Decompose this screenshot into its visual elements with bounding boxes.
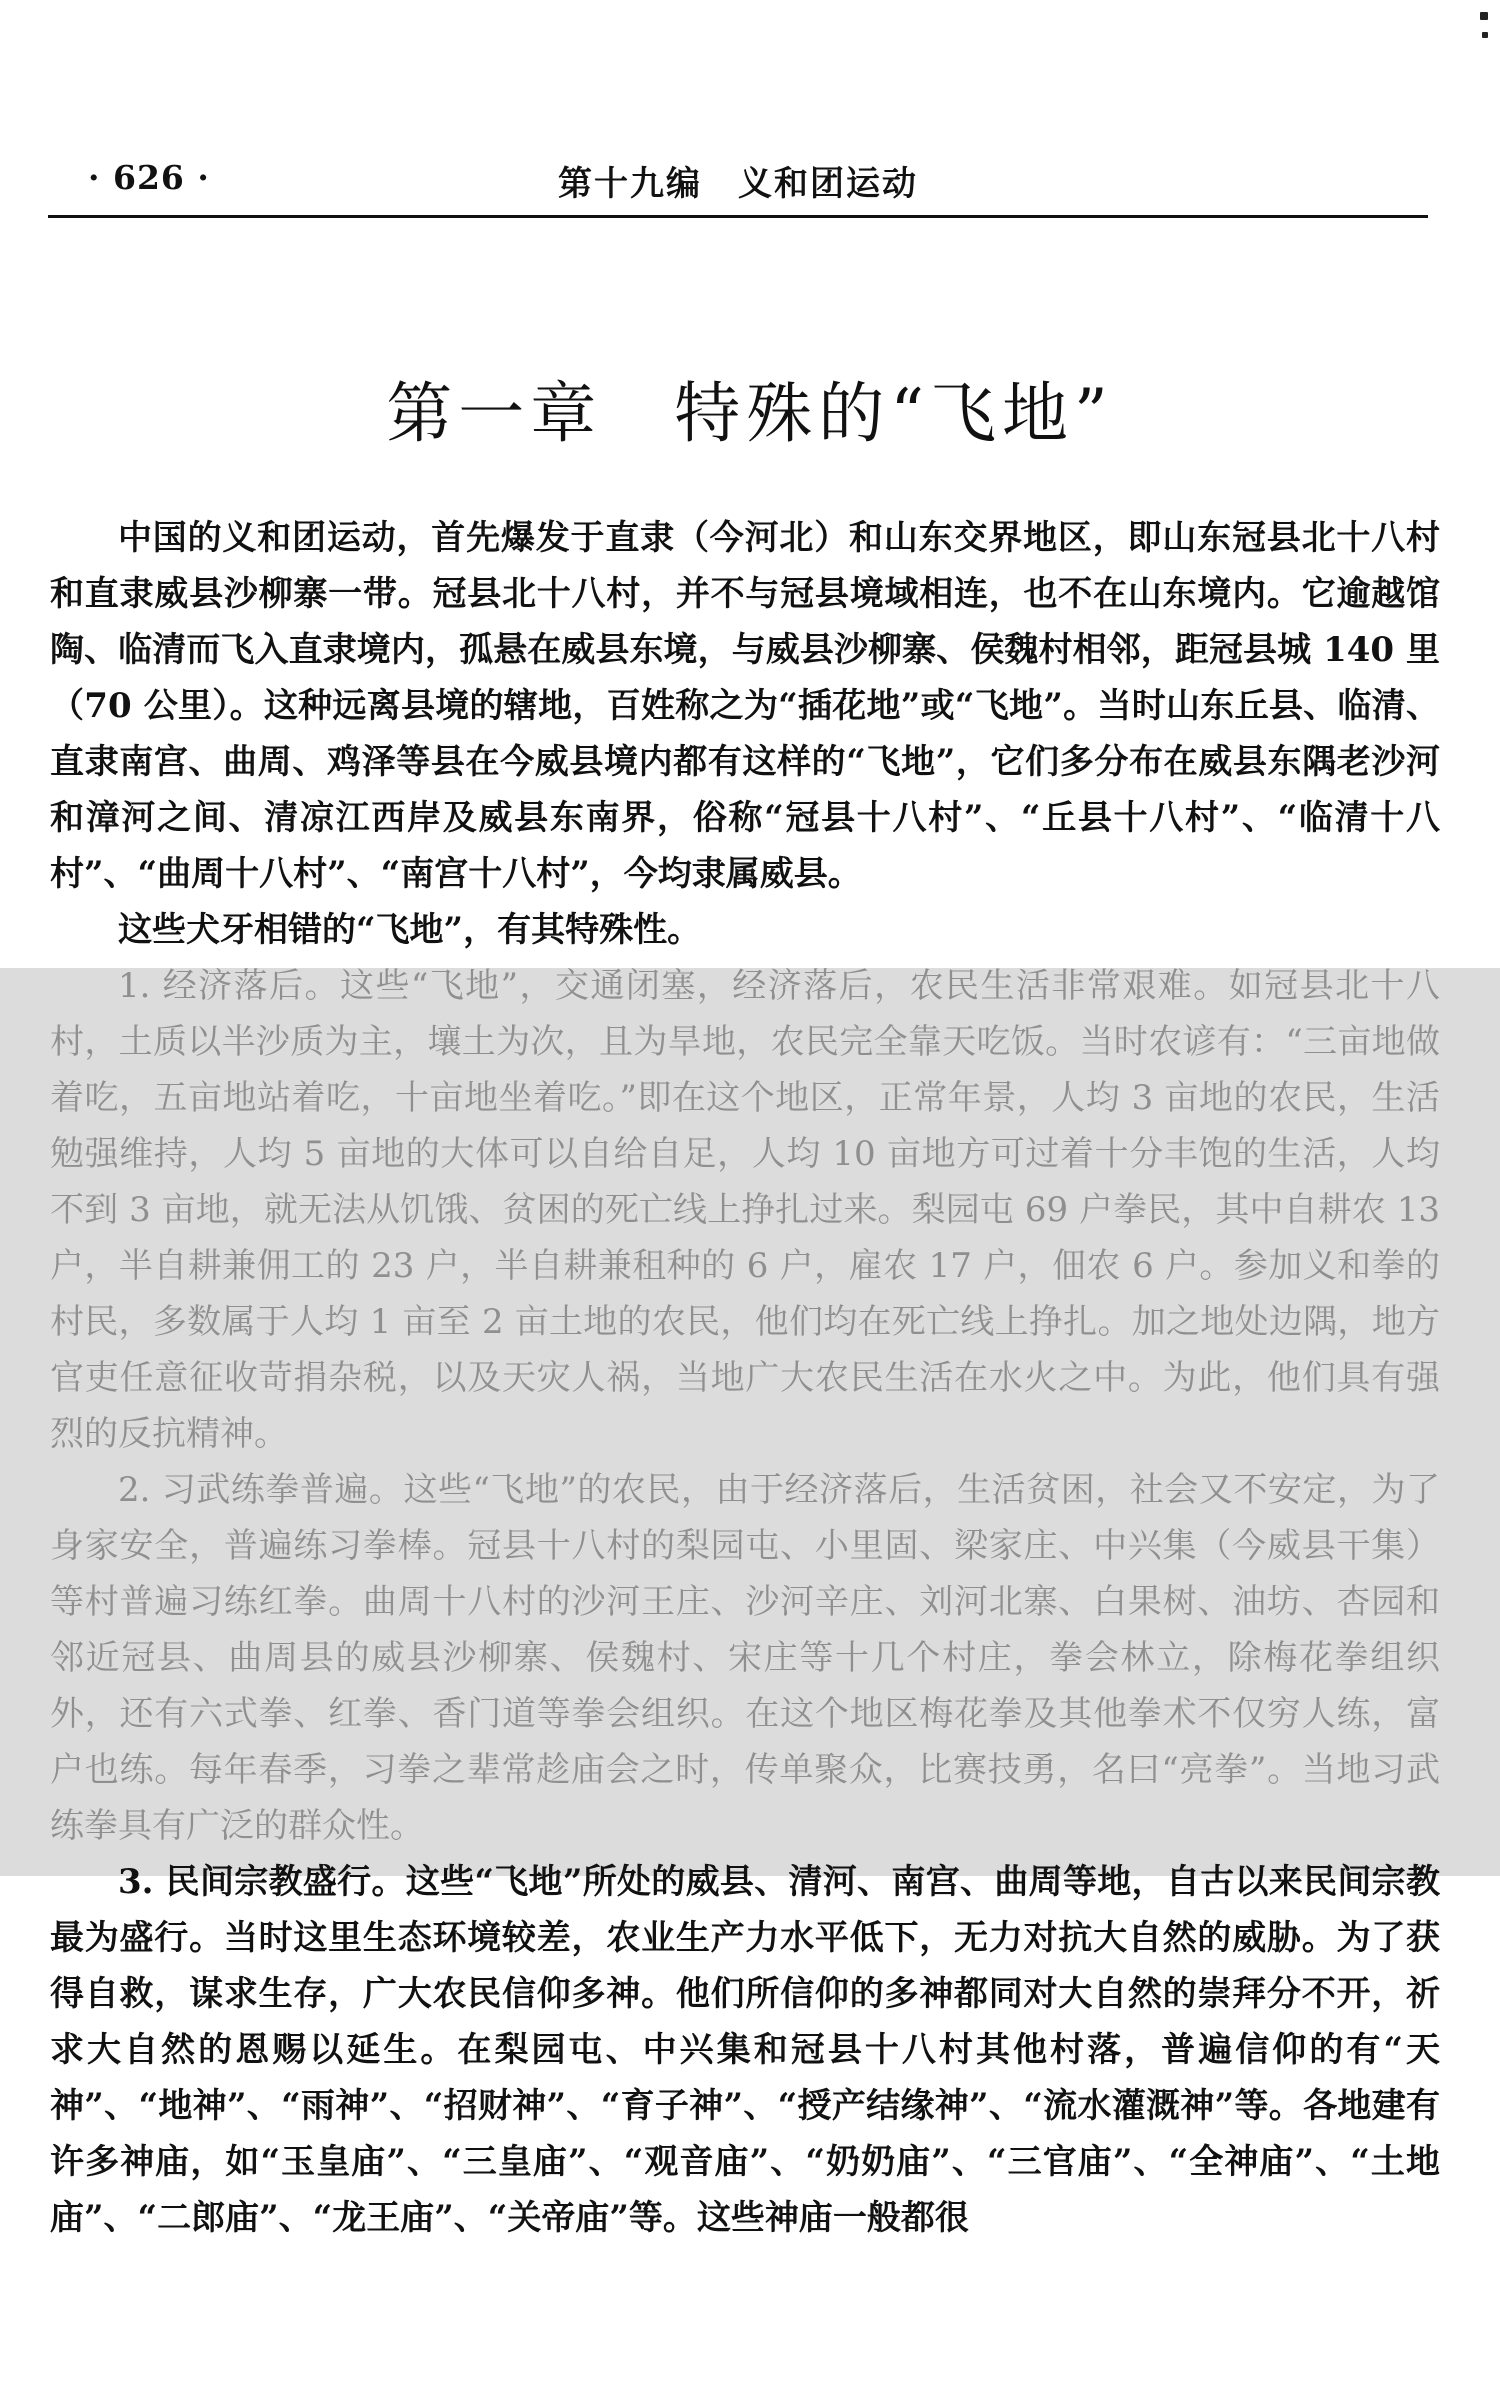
header-rule bbox=[48, 215, 1428, 218]
paragraph-economy: 1. 经济落后。这些“飞地”，交通闭塞，经济落后，农民生活非常艰难。如冠县北十八村，土质以半沙质为主，壤土为次，且为旱地，农民完全靠天吃饭。当时农谚有：“三亩地做着吃，五亩地站着吃，十亩地坐着吃。”即在这个地区，正常年景，人均 3 亩地的农民，生活勉强维持，人均 5 亩地的大体可以自给自足，人均 10 亩地方可过着十分丰饱的生活，人均不到 3 亩地，就无法从饥饿、贫困的死亡线上挣扎过来。梨园屯 69 户拳民，其中自耕农 13 户，半自耕兼佣工的 23 户，半自耕兼租种的 6 户，雇农 17 户，佃农 6 户。参加义和拳的村民，多数属于人均 1 亩至 2 亩土地的农民，他们均在死亡线上挣扎。加之地处边隅，地方官吏任意征收苛捐杂税，以及天灾人祸，当地广大农民生活在水火之中。为此，他们具有强烈的反抗精神。 bbox=[50, 966, 1440, 1454]
paragraph-particularity: 这些犬牙相错的“飞地”，有其特殊性。 bbox=[118, 910, 702, 950]
page-number: · 626 · bbox=[88, 158, 210, 197]
scan-speck bbox=[1482, 32, 1488, 38]
paragraph-intro: 中国的义和团运动，首先爆发于直隶（今河北）和山东交界地区，即山东冠县北十八村和直隶威县沙柳寨一带。冠县北十八村，并不与冠县境域相连，也不在山东境内。它逾越馆陶、临清而飞入直隶境内，孤悬在威县东境，与威县沙柳寨、侯魏村相邻，距冠县城 140 里（70 公里）。这种远离县境的辖地，百姓称之为“插花地”或“飞地”。当时山东丘县、临清、直隶南宫、曲周、鸡泽等县在今威县境内都有这样的“飞地”，它们多分布在威县东隅老沙河和漳河之间、清凉江西岸及威县东南界，俗称“冠县十八村”、“丘县十八村”、“临清十八村”、“曲周十八村”、“南宫十八村”，今均隶属威县。 bbox=[50, 518, 1440, 894]
paragraph-religion: 3. 民间宗教盛行。这些“飞地”所处的威县、清河、南宫、曲周等地，自古以来民间宗教最为盛行。当时这里生态环境较差，农业生产力水平低下，无力对抗大自然的威胁。为了获得自救，谋求生存，广大农民信仰多神。他们所信仰的多神都同对大自然的崇拜分不开，祈求大自然的恩赐以延生。在梨园屯、中兴集和冠县十八村其他村落，普遍信仰的有“天神”、“地神”、“雨神”、“招财神”、“育子神”、“授产结缘神”、“流水灌溉神”等。各地建有许多神庙，如“玉皇庙”、“三皇庙”、“观音庙”、“奶奶庙”、“三官庙”、“全神庙”、“土地庙”、“二郎庙”、“龙王庙”、“关帝庙”等。这些神庙一般都很 bbox=[50, 1862, 1440, 2238]
running-header bbox=[48, 150, 1428, 210]
body-text bbox=[50, 510, 1440, 2246]
scan-speck bbox=[1480, 12, 1488, 20]
chapter-title: 第一章 特殊的“飞地” bbox=[386, 375, 1114, 452]
section-title: 第十九编 义和团运动 bbox=[558, 164, 918, 204]
paragraph-martial-arts: 2. 习武练拳普遍。这些“飞地”的农民，由于经济落后，生活贫困，社会又不安定，为了身家安全，普遍练习拳棒。冠县十八村的梨园屯、小里固、梁家庄、中兴集（今威县干集）等村普遍习练红拳。曲周十八村的沙河王庄、沙河辛庄、刘河北寨、白果树、油坊、杏园和邻近冠县、曲周县的威县沙柳寨、侯魏村、宋庄等十几个村庄，拳会林立，除梅花拳组织外，还有六式拳、红拳、香门道等拳会组织。在这个地区梅花拳及其他拳术不仅穷人练，富户也练。每年春季，习拳之辈常趁庙会之时，传单聚众，比赛技勇，名曰“亮拳”。当地习武练拳具有广泛的群众性。 bbox=[50, 1470, 1440, 1846]
